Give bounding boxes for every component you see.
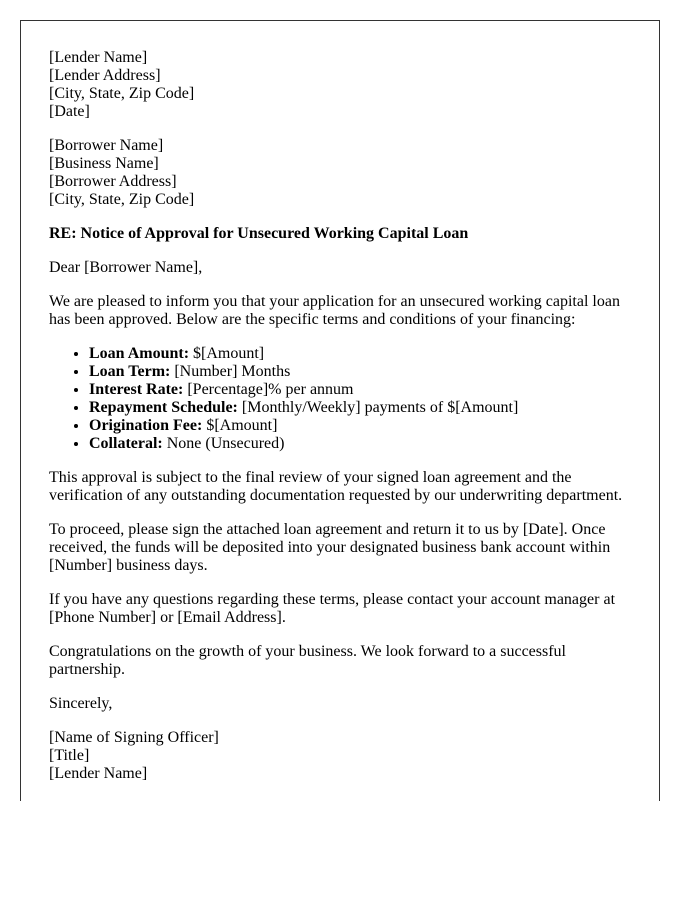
letter-content <box>49 49 641 783</box>
borrower-address-block <box>49 137 641 209</box>
term-label: Interest Rate: <box>89 381 184 398</box>
lender-name: [Lender Name] <box>49 49 148 66</box>
congratulations-paragraph: Congratulations on the growth of your business. We look forward to a successful partnership. <box>49 643 566 678</box>
signing-officer-title: [Title] <box>49 747 90 764</box>
lender-city-state-zip: [City, State, Zip Code] <box>49 85 195 102</box>
borrower-address: [Borrower Address] <box>49 173 177 190</box>
contact-paragraph: If you have any questions regarding these terms, please contact your account manager at [Phone Number] or [Email Address]. <box>49 591 616 626</box>
lender-address: [Lender Address] <box>49 67 161 84</box>
signature-lender-name: [Lender Name] <box>49 765 148 782</box>
term-loan-term <box>89 363 641 381</box>
subject-line: RE: Notice of Approval for Unsecured Working Capital Loan <box>49 225 469 242</box>
term-label: Collateral: <box>89 435 163 452</box>
term-value: [Number] Months <box>170 363 291 380</box>
borrower-name: [Borrower Name] <box>49 137 164 154</box>
approval-conditions-paragraph: This approval is subject to the final review of your signed loan agreement and the verification of any outstanding documentation requested by our underwriting department. <box>49 469 623 504</box>
term-label: Loan Amount: <box>89 345 190 362</box>
term-value: $[Amount] <box>189 345 265 362</box>
next-steps-paragraph: To proceed, please sign the attached loan agreement and return it to us by [Date]. Once received, the funds will be deposited into your designated business bank account within [Number] business days. <box>49 521 611 574</box>
term-value: None (Unsecured) <box>162 435 285 452</box>
salutation: Dear [Borrower Name], <box>49 259 203 276</box>
term-value: $[Amount] <box>202 417 278 434</box>
term-value: [Percentage]% per annum <box>183 381 354 398</box>
business-name: [Business Name] <box>49 155 159 172</box>
term-loan-amount <box>89 345 641 363</box>
term-label: Repayment Schedule: <box>89 399 238 416</box>
loan-terms-list <box>49 345 641 453</box>
letter-date: [Date] <box>49 103 90 120</box>
term-interest-rate <box>89 381 641 399</box>
term-label: Origination Fee: <box>89 417 203 434</box>
signature-block <box>49 729 641 783</box>
borrower-city-state-zip: [City, State, Zip Code] <box>49 191 195 208</box>
lender-address-block <box>49 49 641 121</box>
closing: Sincerely, <box>49 695 113 712</box>
term-value: [Monthly/Weekly] payments of $[Amount] <box>237 399 519 416</box>
term-label: Loan Term: <box>89 363 171 380</box>
letter-page <box>20 20 660 801</box>
term-origination-fee <box>89 417 641 435</box>
signing-officer-name: [Name of Signing Officer] <box>49 729 219 746</box>
term-collateral <box>89 435 641 453</box>
term-repayment-schedule <box>89 399 641 417</box>
intro-paragraph: We are pleased to inform you that your application for an unsecured working capital loan has been approved. Below are the specific terms and conditions of your financing: <box>49 293 620 328</box>
